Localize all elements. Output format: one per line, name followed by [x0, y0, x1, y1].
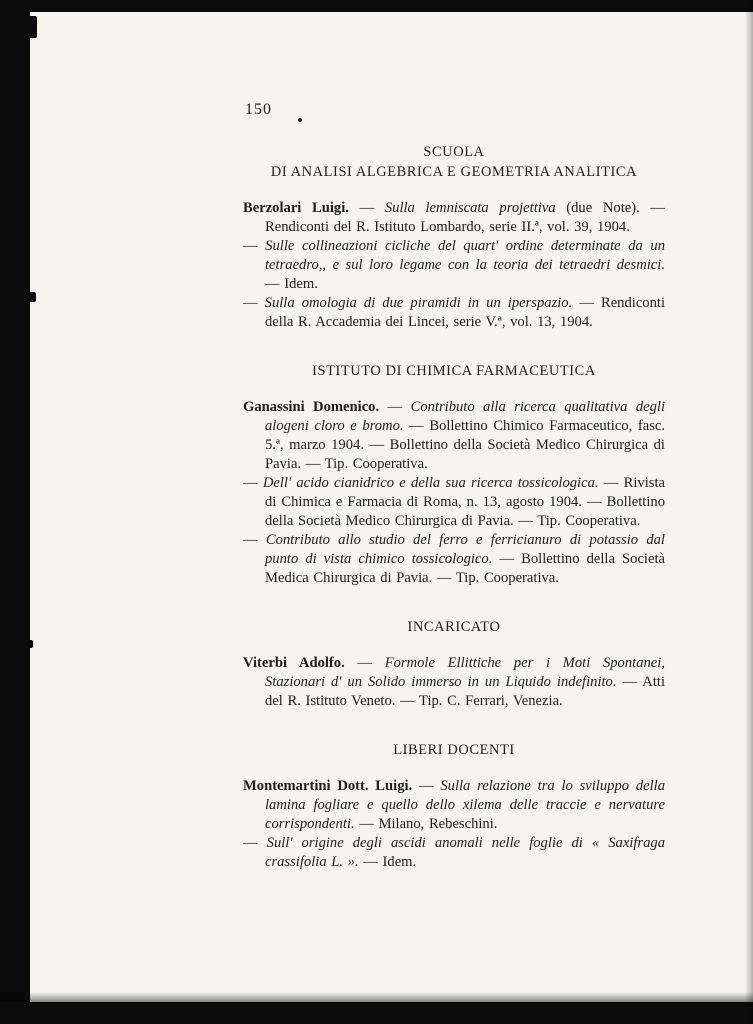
entry-text: — — [243, 238, 266, 254]
work-title: Sulla lemniscata projettiva — [384, 200, 556, 216]
scan-speck — [28, 16, 37, 38]
scan-artifact-left-bar — [0, 0, 30, 1024]
heading-line: LIBERI DOCENTI — [393, 742, 515, 758]
heading-line: DI ANALISI ALGEBRICA E GEOMETRIA ANALITICA — [270, 164, 638, 180]
entry-text: — — [344, 655, 385, 671]
scan-speck — [29, 292, 36, 302]
entry-text: (due Note). — Rendiconti del R. Istituto Lombardo, serie II.ª, vol. 39, 1904. — [265, 200, 665, 235]
section-heading — [243, 142, 665, 182]
author-name: Viterbi Adolfo. — [243, 655, 345, 671]
entry-text: — Atti del R. Istituto Veneto. — Tip. C. Ferrari, Venezia. — [265, 674, 666, 709]
bibliography-entry — [243, 654, 665, 711]
work-title: Sull' origine degli ascidi anomali nelle foglie di « Saxifraga crassifolia L. ». — [265, 835, 665, 870]
entry-text: — Rivista di Chimica e Farmacia di Roma, n. 13, agosto 1904. — Bollettino della Società Medico Chirurgica di Pavia. — Tip. Cooperativa. — [265, 475, 665, 529]
bibliography-entry — [243, 199, 665, 237]
bibliography-entry — [243, 531, 665, 588]
scan-speck — [298, 118, 302, 122]
scan-artifact-bottom-bar — [0, 1002, 753, 1024]
scan-artifact-right-edge — [745, 0, 753, 1024]
work-title: Contributo allo studio del ferro e ferricianuro di potassio dal punto di vista chimico tossicologico. — [265, 532, 665, 567]
entry-text: — — [243, 475, 263, 491]
work-title: Sulla relazione tra lo sviluppo della lamina fogliare e quello dello xilema delle traccie e nervature corrispondenti. — [265, 778, 665, 832]
entry-text: — — [412, 778, 441, 794]
heading-line: INCARICATO — [407, 619, 501, 635]
heading-line: SCUOLA — [423, 144, 485, 160]
author-name: Berzolari Luigi. — [243, 200, 349, 216]
entry-text: — Bollettino Chimico Farmaceutico, fasc. 5.ª, marzo 1904. — Bollettino della Società Medico Chirurgica di Pavia. — Tip. Cooperativa. — [265, 418, 665, 472]
entry-text: — — [348, 200, 385, 216]
work-title: Sulle collineazioni cicliche del quart' ordine determinate da un tetraedro,, e sul loro legame con la teoria dei tetraedri desmici. — [265, 238, 665, 273]
scan-artifact-bottom-shadow — [0, 992, 753, 1002]
entry-text: — — [379, 399, 411, 415]
bibliography-entry — [243, 294, 665, 332]
entry-text: — — [243, 532, 266, 548]
author-name: Ganassini Domenico. — [243, 399, 380, 415]
entry-text: — Milano, Rebeschini. — [354, 816, 498, 832]
author-name: Montemartini Dott. Luigi. — [243, 778, 413, 794]
heading-line: ISTITUTO DI CHIMICA FARMACEUTICA — [312, 363, 596, 379]
bibliography-entry — [243, 237, 665, 294]
entry-text: — Idem. — [358, 854, 417, 870]
work-title: Sulla omologia di due piramidi in un iperspazio. — [264, 295, 573, 311]
section-heading — [243, 361, 665, 381]
entry-text: — — [243, 835, 267, 851]
work-title: Formole Ellittiche per i Moti Spontanei, Stazionari d' un Solido immerso in un Liquido indefinito. — [265, 655, 665, 690]
bibliography-entry — [243, 474, 665, 531]
work-title: Contributo alla ricerca qualitativa degli alogeni cloro e bromo. — [265, 399, 666, 434]
text-block — [243, 142, 665, 872]
entry-text: — Idem. — [265, 276, 318, 292]
entry-text: — Rendiconti della R. Accademia dei Lincei, serie V.ª, vol. 13, 1904. — [265, 295, 666, 330]
section-heading — [243, 740, 665, 760]
work-title: Dell' acido cianidrico e della sua ricerca tossicologica. — [262, 475, 599, 491]
page-number: 150 — [245, 101, 272, 118]
entry-text: — Bollettino della Società Medica Chirurgica di Pavia. — Tip. Cooperativa. — [265, 551, 665, 586]
scan-artifact-top-bar — [0, 0, 753, 12]
bibliography-entry — [243, 834, 665, 872]
bibliography-entry — [243, 777, 665, 834]
section-heading — [243, 617, 665, 637]
entry-text: — — [243, 295, 265, 311]
scan-speck — [28, 640, 33, 648]
bibliography-entry — [243, 398, 665, 474]
